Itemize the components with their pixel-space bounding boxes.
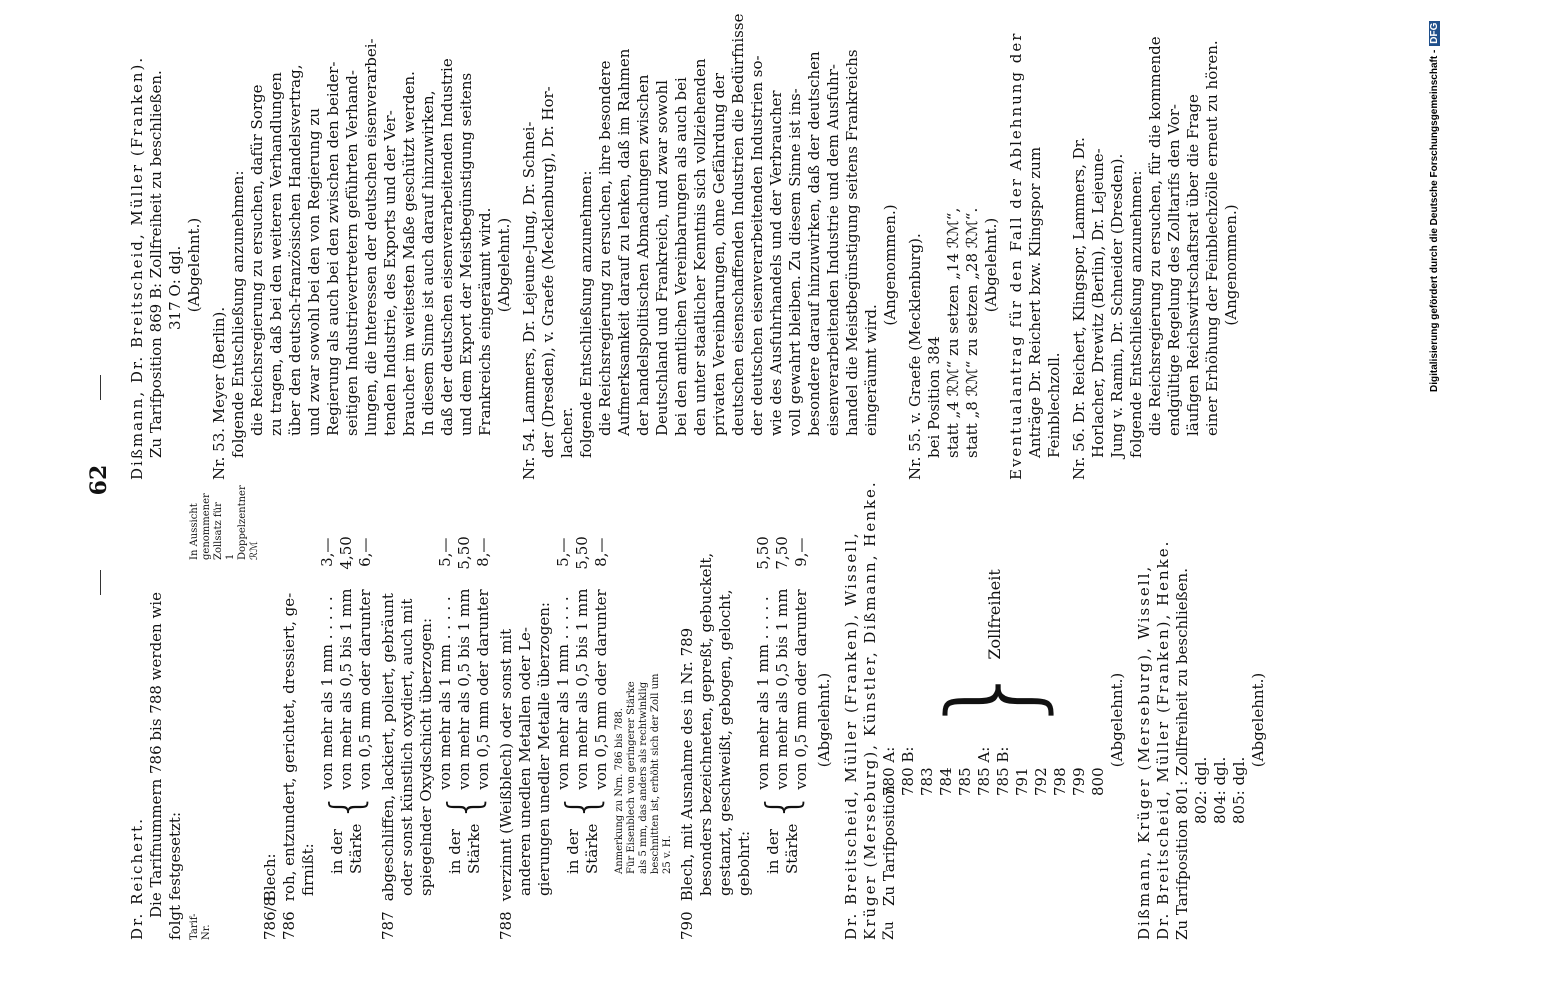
nr53-text xyxy=(248,38,495,480)
nr56-intro: folgende Entschließung anzunehmen: xyxy=(1127,170,1145,458)
eventualantrag-1: Eventualantrag für den Fall der Ablehnung der xyxy=(1007,31,1025,480)
t786-line-1: roh, entzundert, gerichtet, dressiert, ge- xyxy=(280,592,298,902)
t788-line-1: verzinnt (Weißblech) oder sonst mit xyxy=(497,628,515,902)
brace: { xyxy=(320,792,372,821)
range-more-1mm: von mehr als 1 mm . . . . . xyxy=(754,596,772,790)
tarif-786: 786 xyxy=(280,911,298,940)
rate-786-3: 6,— xyxy=(356,537,374,567)
dfg-credit xyxy=(1415,12,1440,392)
nr54-line: der handelspolitischen Abmachungen zwischen xyxy=(634,74,652,436)
nr54-line: eisenverarbeitenden Industrie und dem Ausfuhr- xyxy=(824,64,842,436)
range-05-1mm: von mehr als 0,5 bis 1 mm xyxy=(573,588,591,790)
range-more-1mm: von mehr als 1 mm . . . . . xyxy=(554,596,572,790)
nr56-line: läufigen Reichswirtschaftsrat über die Frage xyxy=(1184,94,1202,436)
position-798: 798 xyxy=(1051,767,1069,796)
nr53-line: tenden Industrie, des Exports und der Ver- xyxy=(381,110,399,436)
result-abgelehnt-1: (Abgelehnt.) xyxy=(815,672,833,768)
range-05-1mm: von mehr als 0,5 bis 1 mm xyxy=(337,588,355,790)
table-788 xyxy=(554,500,611,940)
anmerkung-line-4: beschnitten ist, erhöht sich der Zoll um xyxy=(650,673,661,874)
nr53-line: seitigen Industrievertretern geführten Verhand- xyxy=(343,70,361,436)
zu-tarifposition: Zu Tarifposition xyxy=(880,785,898,906)
zollfreiheit-label: Zollfreiheit xyxy=(984,569,1004,660)
position-780a: 780 A: xyxy=(880,746,898,796)
z801: Zu Tarifposition 801: Zollfreiheit zu beschließen. xyxy=(1173,568,1191,940)
nr53-line: und zwar sowohl bei den von Regierung zu xyxy=(305,108,323,436)
range-05-1mm: von mehr als 0,5 bis 1 mm xyxy=(455,588,473,790)
nr53-line: zu tragen, daß bei den weiteren Verhandlungen xyxy=(267,72,285,436)
nr54-header-3: lacher. xyxy=(558,407,576,458)
rate-788-1: 5,— xyxy=(554,537,572,567)
t787-line-3: spiegelnder Oxydschicht überzogen: xyxy=(417,617,435,896)
rate-786-2: 4,50 xyxy=(337,536,355,570)
brace: { xyxy=(556,792,608,821)
nr54-line: eingeräumt wird. xyxy=(862,304,880,436)
z802: 802: dgl. xyxy=(1192,756,1210,824)
positions-block: Zu Zu Tarifposition 780 A: 780 B: 783 784 785 785 A: 785 B: 791 792 798 799 800 } Zollfreiheit xyxy=(880,569,1107,940)
nr54-line: besondere darauf hinzuwirken, daß der deutschen xyxy=(805,51,823,436)
blech-label: Blech: xyxy=(261,853,279,902)
position-785: 785 xyxy=(956,767,974,796)
brace-large: } xyxy=(924,659,1063,736)
staerke-label-1: in der xyxy=(327,829,346,874)
dfg-logo: DFG xyxy=(1429,22,1440,44)
position-791: 791 xyxy=(1013,767,1031,796)
nr54-line: die Reichsregierung zu ersuchen, ihre besondere xyxy=(596,60,614,436)
rate-787-2: 5,50 xyxy=(455,536,473,570)
position-785a: 785 A: xyxy=(975,746,993,796)
nr53-line: In diesem Sinne ist auch darauf hinzuwirken, xyxy=(419,90,437,436)
position-780b: 780 B: xyxy=(899,746,917,796)
t787-line-1: abgeschliffen, lackiert, poliert, gebräunt xyxy=(379,593,397,902)
rate-787-3: 8,— xyxy=(474,537,492,567)
range-more-1mm: von mehr als 1 mm . . . . . xyxy=(318,596,336,790)
position-783: 783 xyxy=(918,767,936,796)
position-784: 784 xyxy=(937,767,955,796)
range-05-1mm: von mehr als 0,5 bis 1 mm xyxy=(773,588,791,790)
table-790 xyxy=(754,500,811,940)
nr53-line: Frankreichs eingeräumt wird. xyxy=(476,207,494,436)
nr53-header: Nr. 53. Meyer (Berlin). xyxy=(210,306,228,480)
tarif-786-8: 786/8 xyxy=(261,896,279,940)
nr53-line: lungen, die Interessen der deutschen eisenverarbei- xyxy=(362,38,380,436)
nr56-header-2: Horlacher, Drewitz (Berlin), Dr. Lejeune- xyxy=(1089,148,1107,458)
position-800: 800 xyxy=(1089,767,1107,796)
staerke-label-2: Stärke xyxy=(582,823,601,874)
s1-line-b: 317 O: dgl. xyxy=(166,245,184,330)
page-number-dash-right xyxy=(100,375,101,400)
rate-788-3: 8,— xyxy=(592,537,610,567)
credit-text: Digitalisierung gefördert durch die Deutsche Forschungsgemeinschaft - xyxy=(1429,49,1440,392)
staerke-label-1: in der xyxy=(563,829,582,874)
nr53-line: die Reichsregierung zu ersuchen, dafür Sorge xyxy=(248,84,266,436)
position-799: 799 xyxy=(1070,767,1088,796)
t790-line-1: Blech, mit Ausnahme des in Nr. 789 xyxy=(678,627,696,902)
staerke-label-2: Stärke xyxy=(782,823,801,874)
tarif-787: 787 xyxy=(379,911,397,940)
nr54-line: bei den amtlichen Vereinbarungen als auch bei xyxy=(672,77,690,436)
s1-result: (Abgelehnt.) xyxy=(185,217,203,313)
left-column xyxy=(128,480,1562,940)
range-05-less: von 0,5 mm oder darunter xyxy=(792,589,810,790)
t786-line-2: firnißt: xyxy=(299,843,317,896)
result-abgelehnt-2: (Abgelehnt.) xyxy=(1108,672,1126,768)
nr54-line: privaten Vereinbarungen, ohne Gefährdung der xyxy=(710,73,728,436)
rate-787-1: 5,— xyxy=(436,537,454,567)
nr53-line: daß der deutschen eisenverarbeitenden Industrie xyxy=(438,58,456,436)
position-792: 792 xyxy=(1032,767,1050,796)
s1-line-a: Zu Tarifposition 869 B: Zollfreiheit zu beschließen. xyxy=(147,70,165,458)
anmerkung-line-3: als 5 mm, das anders als rechtwinklig xyxy=(638,681,649,874)
speakers-3b: Dr. Breitscheid, Müller (Franken), Henke. xyxy=(1154,539,1172,940)
speakers-2b: Krüger (Merseburg), Künstler, Dißmann, Henke. xyxy=(861,480,879,940)
nr53-intro: folgende Entschließung anzunehmen: xyxy=(229,170,247,458)
speakers-3a: Dißmann, Krüger (Merseburg), Wissell, xyxy=(1135,564,1153,940)
t790-line-4: gebohrt: xyxy=(735,830,753,896)
nr54-line: Aufmerksamkeit darauf zu lenken, daß im Rahmen xyxy=(615,48,633,436)
nr55-line-b: statt „4 ℛℳ“ zu setzen „14 ℛℳ“, xyxy=(944,207,962,458)
nr53-line: braucher im weitesten Maße geschützt werden. xyxy=(400,71,418,436)
range-05-less: von 0,5 mm oder darunter xyxy=(592,589,610,790)
range-more-1mm: von mehr als 1 mm . . . . . xyxy=(436,596,454,790)
nr56-result: (Angenommen.) xyxy=(1222,204,1240,326)
speakers-2a: Dr. Breitscheid, Müller (Franken), Wissell, xyxy=(842,531,860,940)
rate-790-2: 7,50 xyxy=(773,536,791,570)
speakers-1: Dißmann, Dr. Breitscheid, Müller (Franken). xyxy=(128,55,146,480)
nr54-line: voll gewahrt bleiben. Zu diesem Sinne ist ins- xyxy=(786,88,804,436)
nr54-header-1: Nr. 54. Lammers, Dr. Lejeune-Jung, Dr. Schnei- xyxy=(520,121,538,480)
nr54-line: deutschen eisenschaffenden Industrien die Bedürfnisse xyxy=(729,13,747,436)
nr54-header-2: der (Dresden), v. Graefe (Mecklenburg), Dr. Hor- xyxy=(539,86,557,458)
table-787 xyxy=(436,500,493,940)
page-number: 62 xyxy=(86,464,112,496)
nr56-line: die Reichsregierung zu ersuchen, für die kommende xyxy=(1146,36,1164,436)
nr56-line: einer Erhöhung der Feinblechzölle erneut zu hören. xyxy=(1203,40,1221,436)
tarif-790: 790 xyxy=(678,911,696,940)
col-header-tarif: Tarif-Nr. xyxy=(189,913,212,940)
rate-788-2: 5,50 xyxy=(573,536,591,570)
anmerkung xyxy=(614,500,674,940)
rate-790-1: 5,50 xyxy=(754,536,772,570)
nr54-intro: folgende Entschließung anzunehmen: xyxy=(577,170,595,458)
nr56-line: endgültige Regelung des Zolltarifs den Vor- xyxy=(1165,104,1183,436)
nr55-header: Nr. 55. v. Graefe (Mecklenburg). xyxy=(906,233,924,480)
nr55-result: (Abgelehnt.) xyxy=(982,217,1000,313)
eventualantrag-3: Feinblechzoll. xyxy=(1045,352,1063,458)
t788-line-2: anderen unedlen Metallen oder Le- xyxy=(516,627,534,896)
page-number-dash-left xyxy=(100,570,101,595)
nr56-text xyxy=(1146,36,1222,480)
speaker-reichert: Dr. Reichert. xyxy=(128,817,146,940)
staerke-label-1: in der xyxy=(763,829,782,874)
nr55-line-a: bei Position 384 xyxy=(925,336,943,458)
intro-line-1: Die Tarifnummern 786 bis 788 werden wie xyxy=(147,592,165,918)
table-786 xyxy=(318,500,375,940)
nr54-line: handel die Meistbegünstigung seitens Frankreichs xyxy=(843,49,861,436)
tarif-788: 788 xyxy=(497,911,515,940)
z804: 804: dgl. xyxy=(1211,756,1229,824)
t790-line-2: besonders bezeichneten, gepreßt, gebuckelt, xyxy=(697,552,715,896)
nr53-result: (Abgelehnt.) xyxy=(495,217,513,313)
nr56-header-3: Jung v. Ramin, Dr. Schneider (Dresden). xyxy=(1108,153,1126,458)
nr53-line: und dem Export der Meistbegünstigung seitens xyxy=(457,72,475,436)
t790-line-3: gestanzt, geschweißt, gebogen, gelocht, xyxy=(716,589,734,896)
nr53-line: Regierung als auch bei den zwischen den beider- xyxy=(324,61,342,436)
nr54-line: wie des Ausfuhrhandels und der Verbraucher xyxy=(767,90,785,436)
brace: { xyxy=(756,792,808,821)
nr54-line: den unter staatlicher Kenntnis sich vollziehenden xyxy=(691,58,709,436)
rate-786-1: 3,— xyxy=(318,537,336,567)
anmerkung-line-2: Für Eisenblech von geringerer Stärke xyxy=(626,681,637,874)
nr53-line: über den deutsch-französischen Handelsvertrag, xyxy=(286,64,304,436)
t787-line-2: oder sonst künstlich oxydiert, auch mit xyxy=(398,598,416,896)
brace: { xyxy=(438,792,490,821)
staerke-label-2: Stärke xyxy=(464,823,483,874)
nr54-line: der deutschen eisenverarbeitenden Industrien so- xyxy=(748,55,766,436)
t788-line-3: gierungen unedler Metalle überzogen: xyxy=(535,602,553,896)
eventualantrag-2: Anträge Dr. Reichert bzw. Klingspor zum xyxy=(1026,146,1044,458)
range-05-less: von 0,5 mm oder darunter xyxy=(356,589,374,790)
anmerkung-line-5: 25 v. H. xyxy=(662,835,673,874)
nr55-line-c: statt „8 ℛℳ“ zu setzen „28 ℛℳ“. xyxy=(963,207,981,458)
col-header-rate: In Aussicht genommener Zollsatz für 1 Doppelzentner ℛℳ xyxy=(189,485,260,560)
anmerkung-line-1: Anmerkung zu Nrn. 786 bis 788. xyxy=(614,707,625,874)
nr54-text xyxy=(596,13,881,480)
staerke-label-1: in der xyxy=(445,829,464,874)
position-785b: 785 B: xyxy=(994,746,1012,796)
nr54-result: (Angenommen.) xyxy=(881,204,899,326)
rate-790-3: 9,— xyxy=(792,537,810,567)
nr54-line: Deutschland und Frankreich, und zwar sowohl xyxy=(653,80,671,436)
result-abgelehnt-3: (Abgelehnt.) xyxy=(1249,672,1267,768)
intro-line-2: folgt festgesetzt: xyxy=(166,812,184,940)
z805: 805: dgl. xyxy=(1230,756,1248,824)
staerke-label-2: Stärke xyxy=(346,823,365,874)
range-05-less: von 0,5 mm oder darunter xyxy=(474,589,492,790)
nr56-header-1: Nr. 56. Dr. Reichert, Klingspor, Lammers, Dr. xyxy=(1070,137,1088,480)
